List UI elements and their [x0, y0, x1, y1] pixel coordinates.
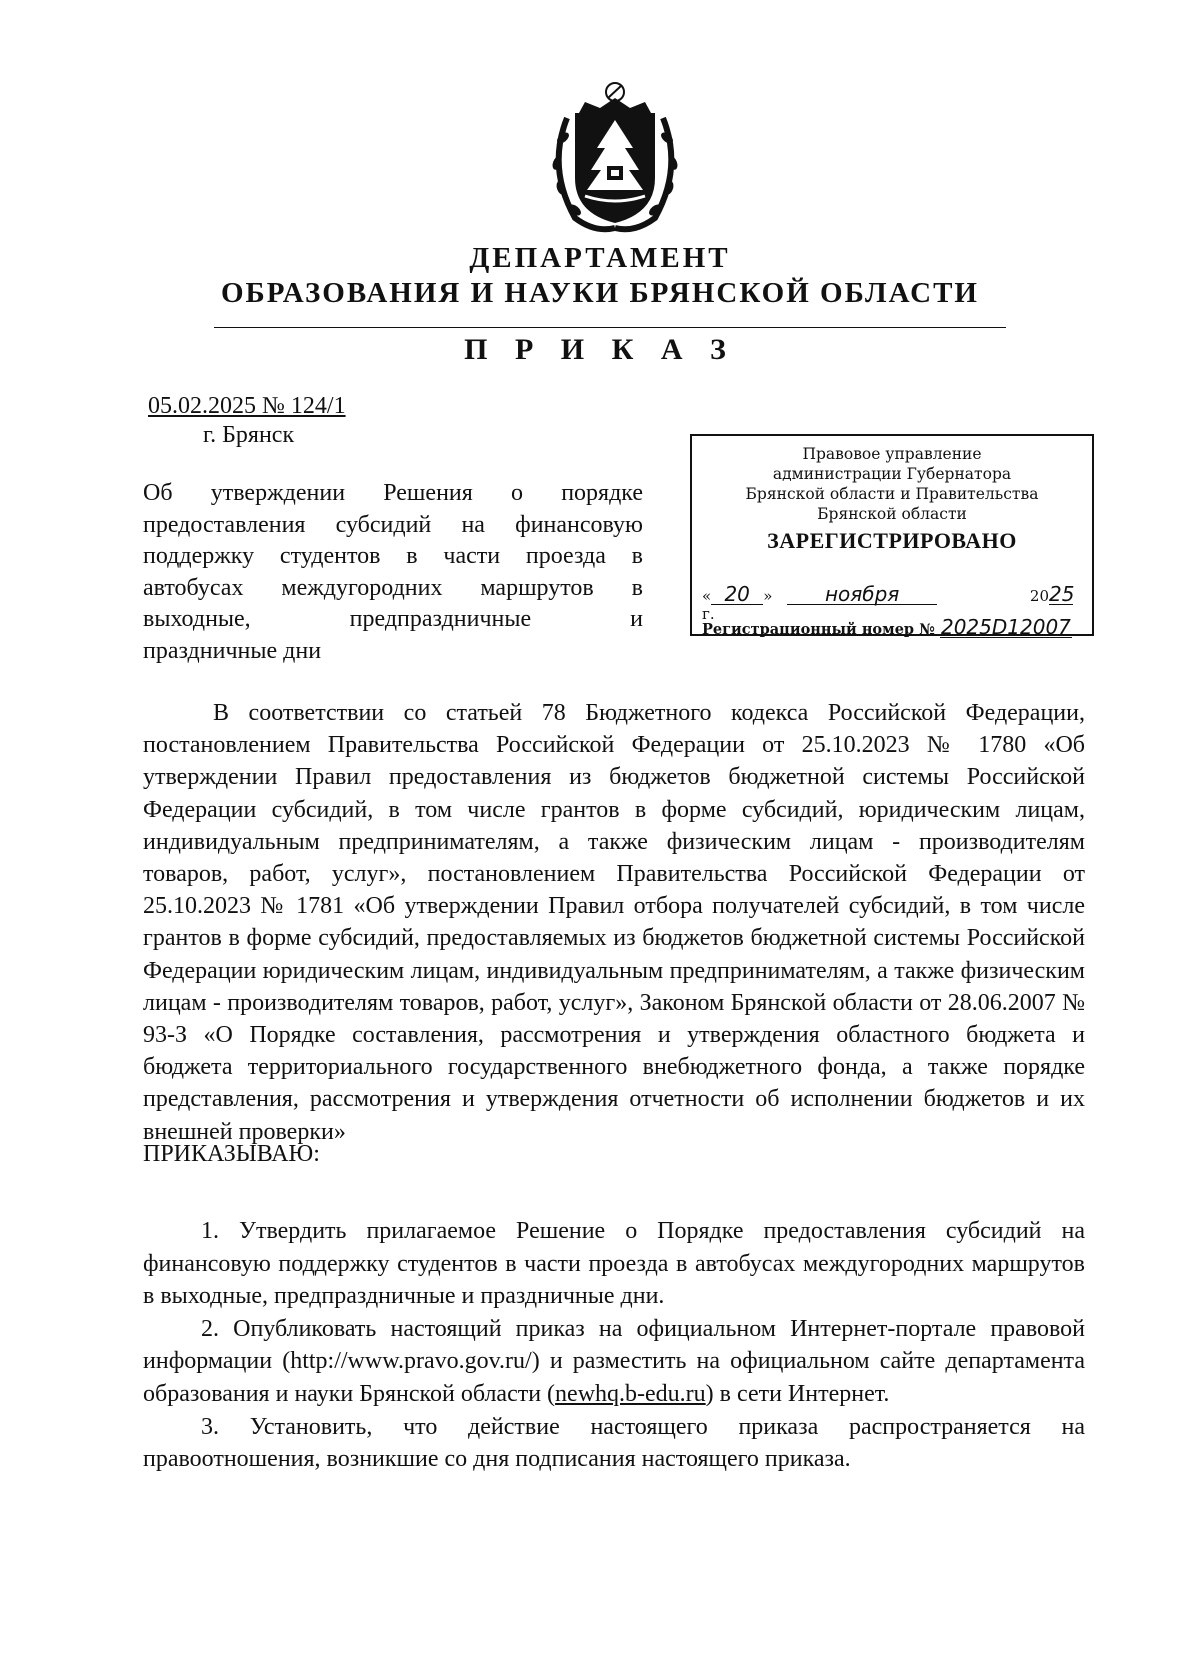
stamp-month: ноября	[787, 584, 937, 605]
order-subject	[143, 478, 643, 667]
stamp-status: ЗАРЕГИСТРИРОВАНО	[767, 528, 1017, 553]
order-item-1: 1. Утвердить прилагаемое Решение о Порядке предоставления субсидий на финансовую поддержку студентов в части проезда в автобусах междугородних маршрутов в выходные, предпраздничные и праздничные дни.	[143, 1218, 1085, 1310]
order-item-2-text: 2. Опубликовать настоящий приказ на официальном Интернет-портале правовой информации (http://www.pravo.gov.ru/) и разместить на официальном сайте департамента образования и науки Брянской области (	[143, 1315, 1085, 1407]
stamp-year-unit: г.	[702, 605, 715, 623]
subject-line: выходные, предпраздничные и	[143, 606, 643, 632]
stamp-date-line: « 20 » ноября 2025 г.	[702, 582, 1075, 623]
stamp-reg-number: 2025D12007	[940, 615, 1071, 639]
coat-of-arms-emblem	[545, 78, 685, 238]
subject-line: праздничные дни	[143, 637, 322, 664]
preamble-text: В соответствии со статьей 78 Бюджетного кодекса Российской Федерации, постановлением Правительства Российской Федерации от 25.10.2023 № 1780 «Об утверждении Правил предоставления из бюджетов бюджетной системы Российской Федерации субсидий, в том числе грантов в форме субсидий, юридическим лицам, индивидуальным предпринимателям, а также физическим лицам - производителям товаров, работ, услуг», постановлением Правительства Российской Федерации от 25.10.2023 № 1781 «Об утверждении Правил отбора получателей субсидий, в том числе грантов в форме субсидий, предоставляемых из бюджетов бюджетной системы Российской Федерации юридическим лицам, индивидуальным предпринимателям, а также физическим лицам - производителям товаров, работ, услуг», Законом Брянской области от 28.06.2007 № 93-З «О Порядке составления, рассмотрения и утверждения областного бюджета и бюджета территориального государственного внебюджетного фонда, а также порядке представления, рассмотрения и утверждения отчетности об исполнении бюджетов и их внешней проверки»	[143, 700, 1085, 1145]
order-item-2	[143, 1313, 1085, 1411]
subject-line: Об утверждении Решения о порядке	[143, 480, 643, 506]
stamp-day: 20	[711, 584, 763, 605]
stamp-reg-label: Регистрационный номер №	[702, 621, 935, 638]
order-items	[143, 1215, 1085, 1476]
order-word: ПРИКАЗЫВАЮ:	[143, 1141, 320, 1167]
registration-stamp	[690, 434, 1094, 639]
department-title-line1: ДЕПАРТАМЕНТ	[469, 242, 731, 274]
order-item-3: 3. Установить, что действие настоящего приказа распространяется на правоотношения, возникшие со дня подписания настоящего приказа.	[143, 1413, 1085, 1473]
subject-line: предоставления субсидий на финансовую	[143, 511, 643, 538]
document-type-title: П Р И К А З	[464, 333, 736, 366]
order-item-2-text-end: ) в сети Интернет.	[705, 1380, 890, 1407]
stamp-year-suffix: 25	[1049, 582, 1075, 606]
header-divider	[214, 327, 1006, 328]
subject-line: поддержку студентов в части проезда в	[143, 543, 643, 569]
order-date-number: 05.02.2025 № 124/1	[148, 393, 346, 419]
stamp-org-line: администрации Губернатора	[772, 465, 1012, 483]
subject-line: автобусах междугородних маршрутов в	[143, 574, 643, 601]
website-link[interactable]: newhq.b-edu.ru	[555, 1380, 706, 1407]
stamp-org-line: Брянской области и Правительства	[745, 485, 1039, 503]
stamp-year-prefix: 20	[1029, 587, 1050, 605]
preamble	[143, 697, 1085, 1148]
order-city: г. Брянск	[203, 422, 295, 448]
stamp-number-line	[702, 617, 1084, 638]
stamp-org-line: Правовое управление	[802, 445, 982, 463]
department-title-line2: ОБРАЗОВАНИЯ И НАУКИ БРЯНСКОЙ ОБЛАСТИ	[221, 277, 979, 309]
stamp-org-line: Брянской области	[817, 505, 967, 523]
